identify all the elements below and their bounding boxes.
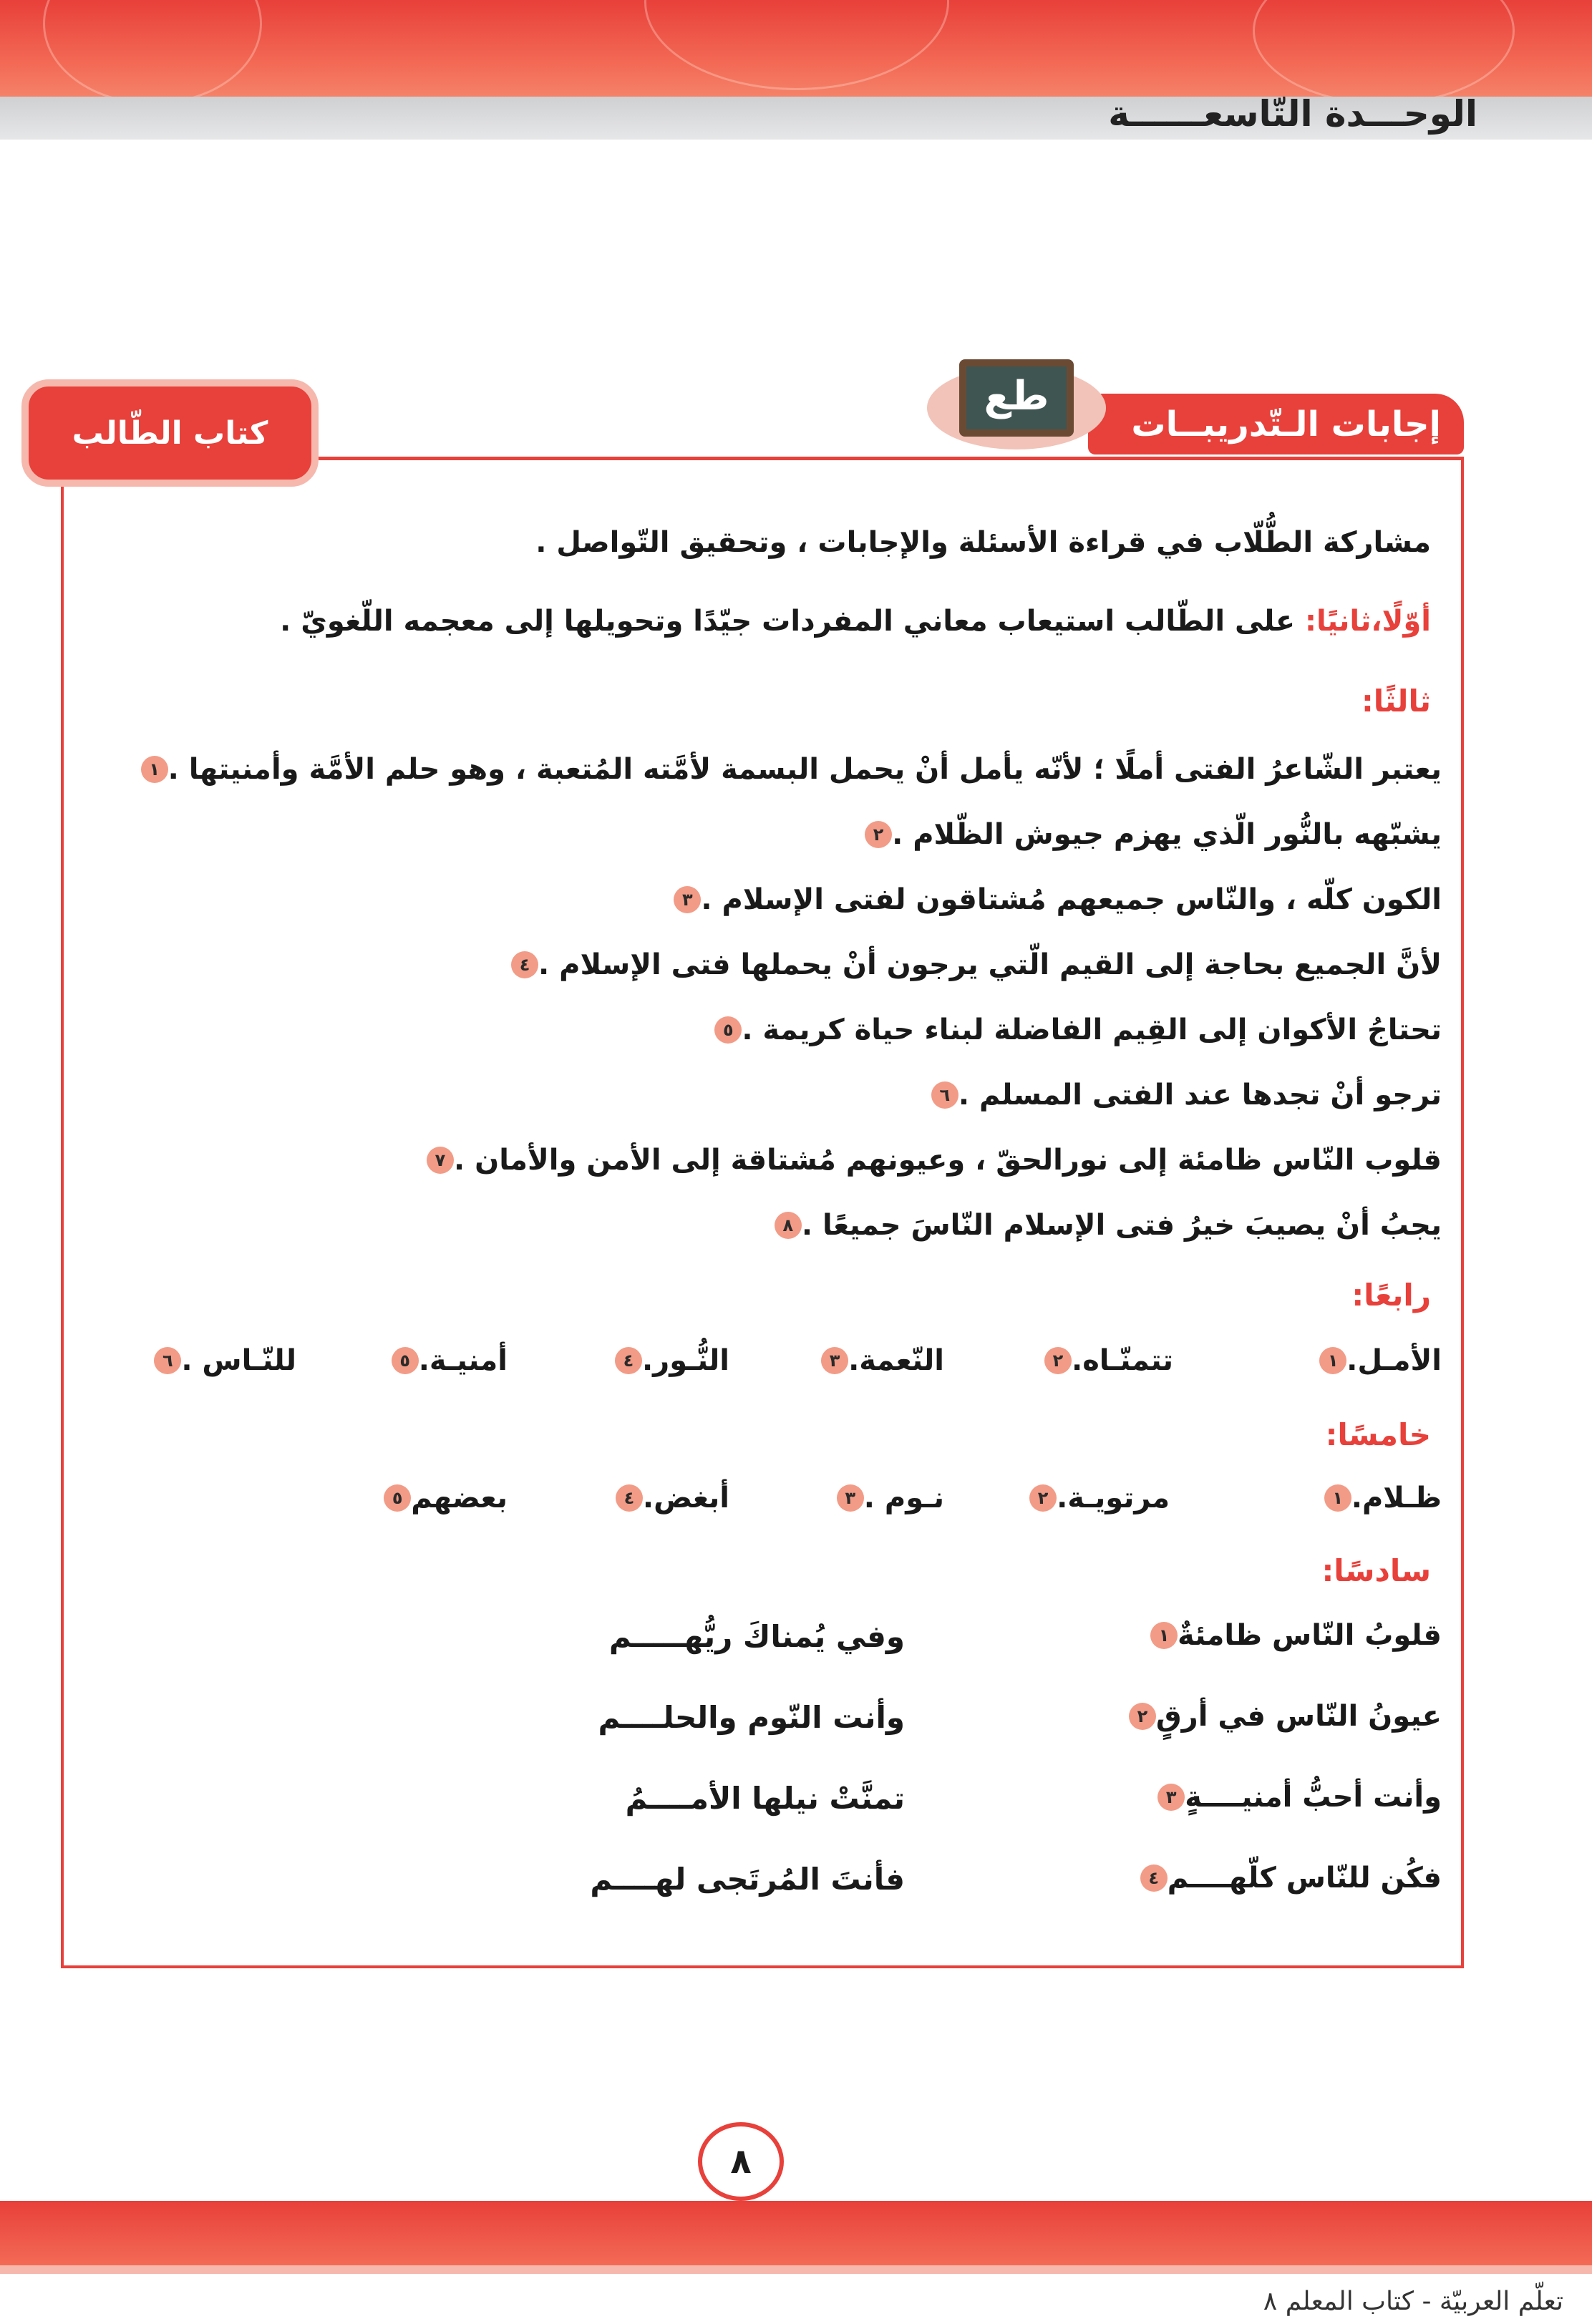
- first-second-label: أوّلًا،ثانيًا:: [1305, 605, 1431, 638]
- fifth-item-text: أبغض.: [642, 1482, 729, 1515]
- fourth-item-5: [383, 1344, 508, 1377]
- bottom-banner: [0, 2201, 1592, 2265]
- third-item-text: لأنَّ الجميع بحاجة إلى القيم الّتي يرجون أنْ يحملها فتى الإسلام .: [538, 948, 1442, 981]
- item-number-circle: ٤: [615, 1347, 642, 1374]
- fourth-item-text: الأمـل.: [1346, 1344, 1442, 1377]
- sixth-verse-2-second: وأنت النّوم والحلــــم: [598, 1700, 905, 1735]
- fourth-item-text: أمنيـة.: [418, 1344, 508, 1377]
- section-sixth-label: سادسًا:: [1321, 1553, 1431, 1588]
- fourth-item-4: [606, 1344, 729, 1377]
- third-item-text: الكون كلّه ، والنّاس جميعهم مُشتاقون لفتى الإسلام .: [701, 883, 1442, 916]
- fourth-item-3: [812, 1344, 944, 1377]
- item-number-circle: ٤: [511, 951, 538, 978]
- third-item-5: [706, 1013, 1442, 1046]
- sixth-verse-1-first: [1142, 1619, 1442, 1652]
- answers-banner: [1088, 394, 1464, 454]
- item-number-circle: ٤: [1140, 1864, 1168, 1892]
- section-third-label: ثالثًا:: [1361, 684, 1431, 719]
- verse-first-hemistich: قلوبُ النّاس ظامئةٌ: [1178, 1619, 1442, 1652]
- third-item-text: قلوب النّاس ظامئة إلى نورالحقّ ، وعيونهم مُشتاقة إلى الأمن والأمان .: [453, 1144, 1442, 1177]
- third-item-text: يعتبر الشّاعرُ الفتى أملًا ؛ لأنّه يأمل أنْ يحمل البسمة لأمَّته المُتعبة ، وهو حلم الأمَّة وأمنيتها .: [168, 753, 1442, 786]
- item-number-circle: ٨: [775, 1212, 802, 1239]
- third-item-text: تحتاجُ الأكوان إلى القِيم الفاضلة لبناء حياة كريمة .: [742, 1013, 1442, 1046]
- fourth-item-text: للنّـاس .: [181, 1344, 296, 1377]
- fifth-item-text: ظـلام.: [1351, 1482, 1442, 1515]
- item-number-circle: ٦: [931, 1081, 958, 1109]
- third-item-1: [132, 753, 1442, 786]
- third-item-4: [503, 948, 1442, 981]
- fifth-item-2: [1021, 1482, 1170, 1515]
- verse-first-hemistich: وأنت أحبُّ أمنيــــةٍ: [1185, 1781, 1442, 1814]
- item-number-circle: ٥: [392, 1347, 419, 1374]
- fifth-item-5: [375, 1482, 508, 1515]
- item-number-circle: ٦: [154, 1347, 181, 1374]
- book-tab: [21, 379, 319, 487]
- fourth-item-2: [1036, 1344, 1173, 1377]
- bottom-stripe: [0, 2265, 1592, 2274]
- third-item-7: [418, 1144, 1442, 1177]
- item-number-circle: ١: [141, 756, 168, 783]
- footer-text: تعلّم العربيّة - كتاب المعلم ٨: [1263, 2287, 1563, 2316]
- item-number-circle: ١: [1319, 1347, 1346, 1374]
- third-item-text: يجبُ أنْ يصيبَ خيرُ فتى الإسلام النّاسَ جميعًا .: [801, 1209, 1442, 1242]
- item-number-circle: ٢: [1044, 1347, 1072, 1374]
- third-item-text: ترجو أنْ تجدها عند الفتى المسلم .: [958, 1079, 1442, 1112]
- item-number-circle: ٣: [837, 1484, 864, 1512]
- intro-text: مشاركة الطُّلّاب في قراءة الأسئلة والإجابات ، وتحقيق التّواصل .: [535, 526, 1431, 559]
- sixth-verse-1-second: وفي يُمناكَ ريُّهـــــم: [608, 1619, 905, 1654]
- item-number-circle: ١: [1150, 1622, 1178, 1649]
- sixth-verse-4-second: فأنتَ المُرتَجى لهــــم: [590, 1862, 905, 1897]
- item-number-circle: ٥: [714, 1016, 742, 1044]
- fifth-item-4: [607, 1482, 729, 1515]
- verse-first-hemistich: فكُن للنّاس كلّهــــم: [1167, 1862, 1442, 1895]
- third-item-text: يشبّهه بالنُّور الّذي يهزم جيوش الظّلام .: [892, 818, 1442, 851]
- item-number-circle: ٥: [384, 1484, 411, 1512]
- third-item-3: [665, 883, 1442, 916]
- first-second-row: [280, 605, 1431, 638]
- item-number-circle: ٤: [616, 1484, 643, 1512]
- fifth-item-1: [1316, 1482, 1442, 1515]
- item-number-circle: ١: [1324, 1484, 1351, 1512]
- sixth-verse-3-second: تمنَّتْ نيلها الأمــــمُ: [625, 1781, 905, 1816]
- fourth-item-text: النُّـور.: [641, 1344, 729, 1377]
- first-second-text: على الطّالب استيعاب معاني المفردات جيّدًا وتحويلها إلى معجمه اللّغويّ .: [280, 605, 1296, 638]
- third-item-6: [923, 1079, 1442, 1112]
- fifth-item-text: بعضهم: [411, 1482, 508, 1515]
- fourth-item-text: تتمنّـاه.: [1072, 1344, 1173, 1377]
- top-banner: [0, 0, 1592, 107]
- item-number-circle: ٢: [1029, 1484, 1057, 1512]
- section-fifth-label: خامسًا:: [1325, 1417, 1431, 1452]
- unit-title: الوحـــدة التّاسعــــــة: [1108, 93, 1477, 135]
- sixth-verse-3-first: [1149, 1781, 1442, 1814]
- verse-first-hemistich: عيونُ النّاس في أرقٍ: [1155, 1700, 1442, 1733]
- sixth-verse-2-first: [1120, 1700, 1442, 1733]
- third-item-2: [856, 818, 1442, 851]
- item-number-circle: ٣: [821, 1347, 848, 1374]
- chalkboard-icon: [920, 351, 1113, 451]
- fifth-item-text: مرتويـة.: [1057, 1482, 1170, 1515]
- item-number-circle: ٢: [865, 821, 892, 848]
- answers-banner-label: إجابات الـتّدريبــات: [1131, 404, 1441, 444]
- fifth-item-text: نـوم .: [863, 1482, 944, 1515]
- fourth-item-6: [145, 1344, 296, 1377]
- book-tab-label: كتاب الطّالب: [72, 414, 268, 452]
- section-fourth-label: رابعًا:: [1351, 1278, 1431, 1313]
- item-number-circle: ٢: [1129, 1703, 1156, 1730]
- item-number-circle: ٣: [674, 886, 701, 913]
- page-number: ٨: [698, 2122, 784, 2201]
- item-number-circle: ٣: [1157, 1784, 1185, 1811]
- sixth-verse-4-first: [1132, 1862, 1442, 1895]
- fourth-item-1: [1311, 1344, 1442, 1377]
- fifth-item-3: [828, 1482, 944, 1515]
- third-item-8: [766, 1209, 1442, 1242]
- badge-text: طع: [984, 373, 1049, 419]
- item-number-circle: ٧: [427, 1147, 454, 1174]
- fourth-item-text: النّعمة.: [848, 1344, 944, 1377]
